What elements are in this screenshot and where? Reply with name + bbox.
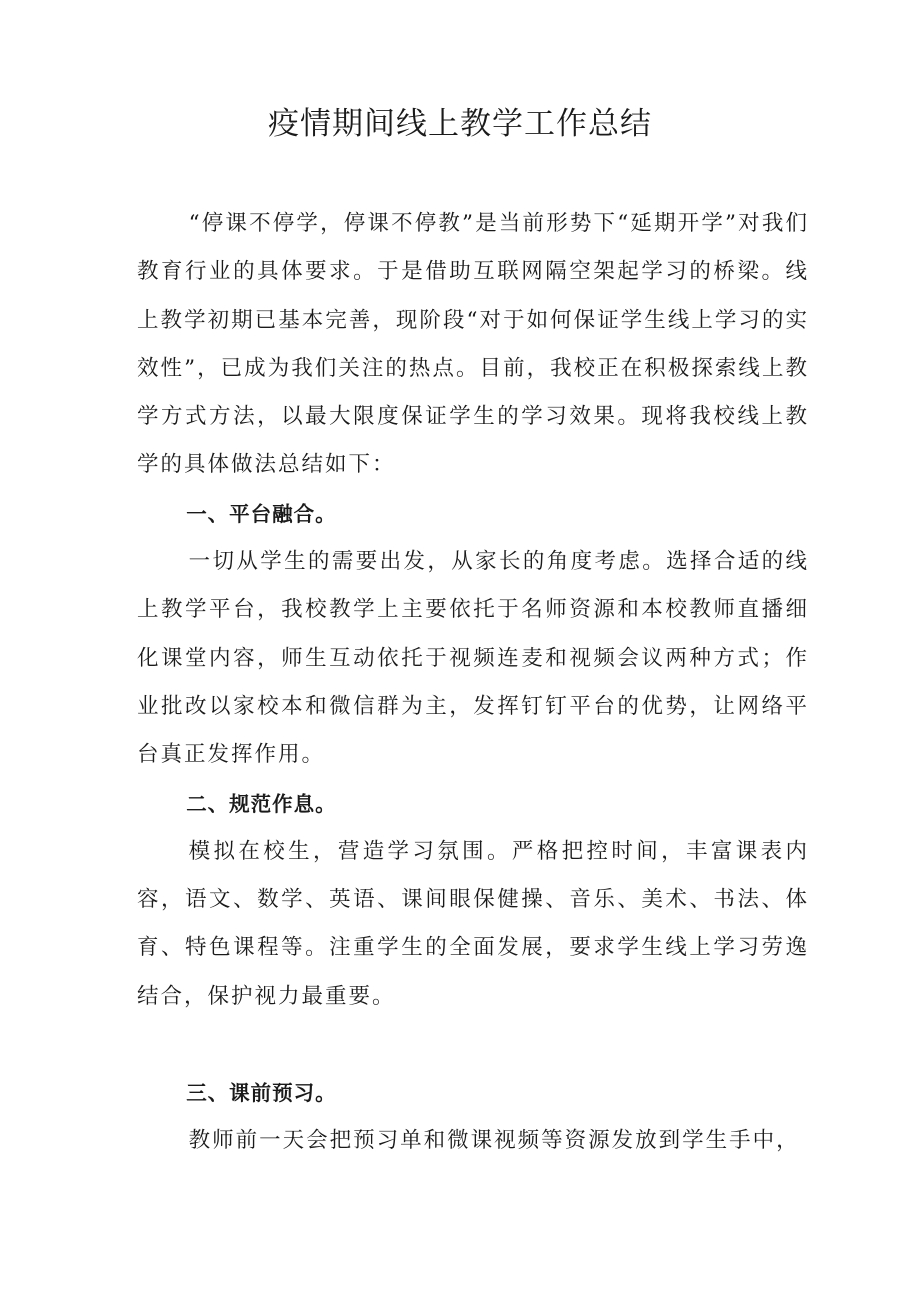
section-body-schedule: 模拟在校生，营造学习氛围。严格把控时间，丰富课表内容，语文、数学、英语、课间眼保健操、音乐、美术、书法、体育、特色课程等。注重学生的全面发展，要求学生线上学习劳逸结合，保护视力最重要。 [137,838,809,1009]
section-heading-platform: 一、平台融合。 [186,501,337,526]
section-heading-schedule: 二、规范作息。 [186,791,337,816]
paragraph-gap [137,1021,809,1069]
section-body-preview: 教师前一天会把预习单和微课视频等资源发放到学生手中， [188,1128,800,1154]
intro-paragraph: “停课不停学，停课不停教”是当前形势下“延期开学”对我们教育行业的具体要求。于是借助互联网隔空架起学习的桥梁。线上教学初期已基本完善，现阶段“对于如何保证学生线上学习的实效性”，已成为我们关注的热点。目前，我校正在积极探索线上教学方式方法，以最大限度保证学生的学习效果。现将我校线上教学的具体做法总结如下： [137,211,809,478]
section-body-platform: 一切从学生的需要出发，从家长的角度考虑。选择合适的线上教学平台，我校教学上主要依托于名师资源和本校教师直播细化课堂内容，师生互动依托于视频连麦和视频会议两种方式；作业批改以家校本和微信群为主，发挥钉钉平台的优势，让网络平台真正发挥作用。 [137,549,809,768]
section-heading-preview: 三、课前预习。 [186,1081,337,1106]
document-title: 疫情期间线上教学工作总结 [268,106,652,142]
document-body [137,200,809,1166]
